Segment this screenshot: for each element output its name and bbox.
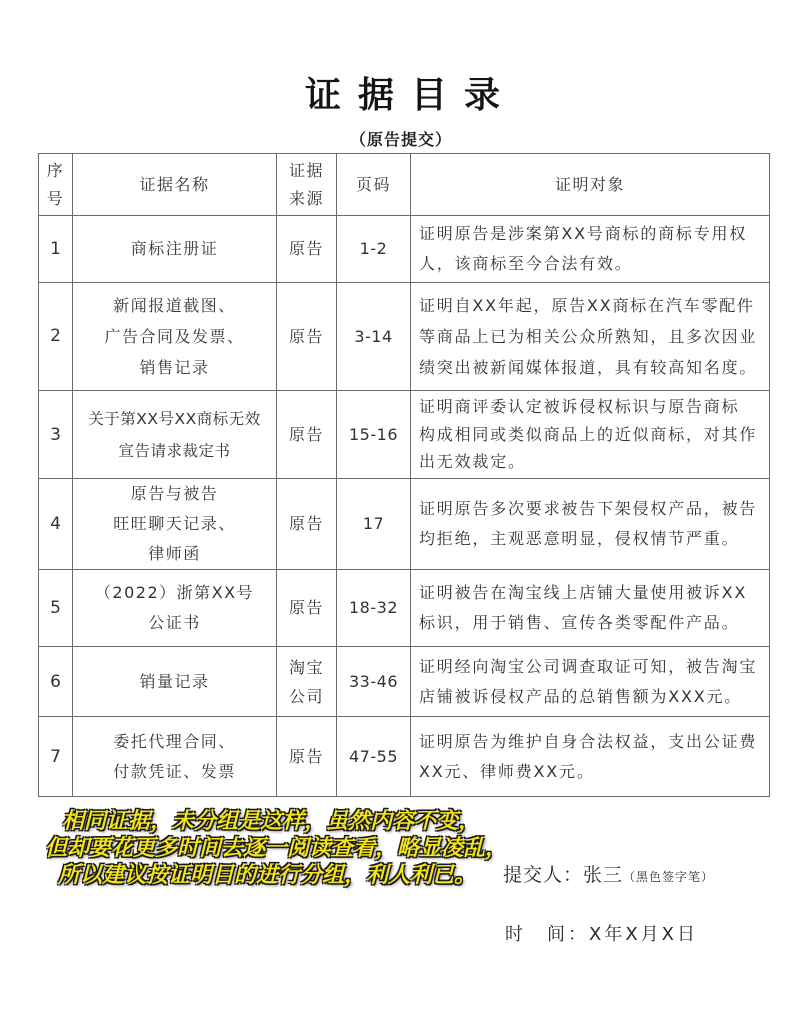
annotation-line: 相同证据，未分组是这样，虽然内容不变， — [62, 809, 481, 834]
cell-evidence-name: 关于第XX号XX商标无效 宣告请求裁定书 — [73, 391, 277, 479]
header-proof-purpose: 证明对象 — [411, 154, 770, 216]
cell-serial-number: 3 — [39, 391, 73, 479]
table-row — [39, 216, 770, 283]
cell-serial-number: 5 — [39, 570, 73, 647]
cell-evidence-name: 原告与被告 旺旺聊天记录、 律师函 — [73, 479, 277, 570]
table-header-row — [39, 154, 770, 216]
header-evidence-name: 证据名称 — [73, 154, 277, 216]
cell-evidence-name: （2022）浙第XX号 公证书 — [73, 570, 277, 647]
table-body — [39, 216, 770, 797]
submission-date: 时 间：X年X月X日 — [505, 924, 698, 945]
cell-serial-number: 4 — [39, 479, 73, 570]
cell-page-range: 47-55 — [337, 717, 411, 797]
cell-evidence-name: 委托代理合同、 付款凭证、发票 — [73, 717, 277, 797]
header-page-range: 页码 — [337, 154, 411, 216]
table-row — [39, 479, 770, 570]
cell-page-range: 17 — [337, 479, 411, 570]
cell-serial-number: 7 — [39, 717, 73, 797]
cell-page-range: 15-16 — [337, 391, 411, 479]
submitter-signature-line — [503, 863, 714, 889]
table-head — [39, 154, 770, 216]
annotation-line: 所以建议按证明目的进行分组，利人利已。 — [58, 863, 477, 888]
header-evidence-source: 证据 来源 — [277, 154, 337, 216]
cell-proof-purpose: 证明原告多次要求被告下架侵权产品，被告 均拒绝，主观恶意明显，侵权情节严重。 — [411, 479, 770, 570]
cell-serial-number: 6 — [39, 647, 73, 717]
cell-evidence-name: 商标注册证 — [73, 216, 277, 283]
table-row — [39, 283, 770, 391]
cell-evidence-name: 销量记录 — [73, 647, 277, 717]
cell-proof-purpose: 证明自XX年起，原告XX商标在汽车零配件 等商品上已为相关公众所熟知，且多次因业 绩突出被新闻媒体报道，具有较高知名度。 — [411, 283, 770, 391]
cell-serial-number: 2 — [39, 283, 73, 391]
evidence-table — [38, 153, 770, 797]
cell-page-range: 18-32 — [337, 570, 411, 647]
cell-evidence-source: 原告 — [277, 216, 337, 283]
table-row — [39, 570, 770, 647]
cell-proof-purpose: 证明商评委认定被诉侵权标识与原告商标 构成相同或类似商品上的近似商标，对其作 出无效裁定。 — [411, 391, 770, 479]
cell-evidence-source: 淘宝 公司 — [277, 647, 337, 717]
table-row — [39, 391, 770, 479]
table-row — [39, 647, 770, 717]
submitter-pen-note: （黑色签字笔） — [623, 870, 715, 884]
cell-serial-number: 1 — [39, 216, 73, 283]
cell-evidence-source: 原告 — [277, 479, 337, 570]
document-subtitle: （原告提交） — [350, 130, 453, 149]
cell-evidence-source: 原告 — [277, 283, 337, 391]
cell-page-range: 33-46 — [337, 647, 411, 717]
document-title: 证据目录 — [305, 74, 518, 116]
cell-proof-purpose: 证明原告是涉案第XX号商标的商标专用权 人，该商标至今合法有效。 — [411, 216, 770, 283]
cell-evidence-source: 原告 — [277, 570, 337, 647]
header-serial-number: 序 号 — [39, 154, 73, 216]
cell-proof-purpose: 证明经向淘宝公司调查取证可知，被告淘宝 店铺被诉侵权产品的总销售额为XXX元。 — [411, 647, 770, 717]
cell-page-range: 3-14 — [337, 283, 411, 391]
cell-page-range: 1-2 — [337, 216, 411, 283]
cell-proof-purpose: 证明被告在淘宝线上店铺大量使用被诉XX 标识，用于销售、宣传各类零配件产品。 — [411, 570, 770, 647]
annotation-line: 但却要花更多时间去逐一阅读查看，略显凌乱， — [45, 836, 508, 861]
cell-evidence-name: 新闻报道截图、 广告合同及发票、 销售记录 — [73, 283, 277, 391]
submitter-label: 提交人：张三 — [503, 864, 624, 886]
cell-evidence-source: 原告 — [277, 717, 337, 797]
cell-proof-purpose: 证明原告为维护自身合法权益，支出公证费 XX元、律师费XX元。 — [411, 717, 770, 797]
table-row — [39, 717, 770, 797]
cell-evidence-source: 原告 — [277, 391, 337, 479]
overlay-annotation — [0, 808, 507, 889]
